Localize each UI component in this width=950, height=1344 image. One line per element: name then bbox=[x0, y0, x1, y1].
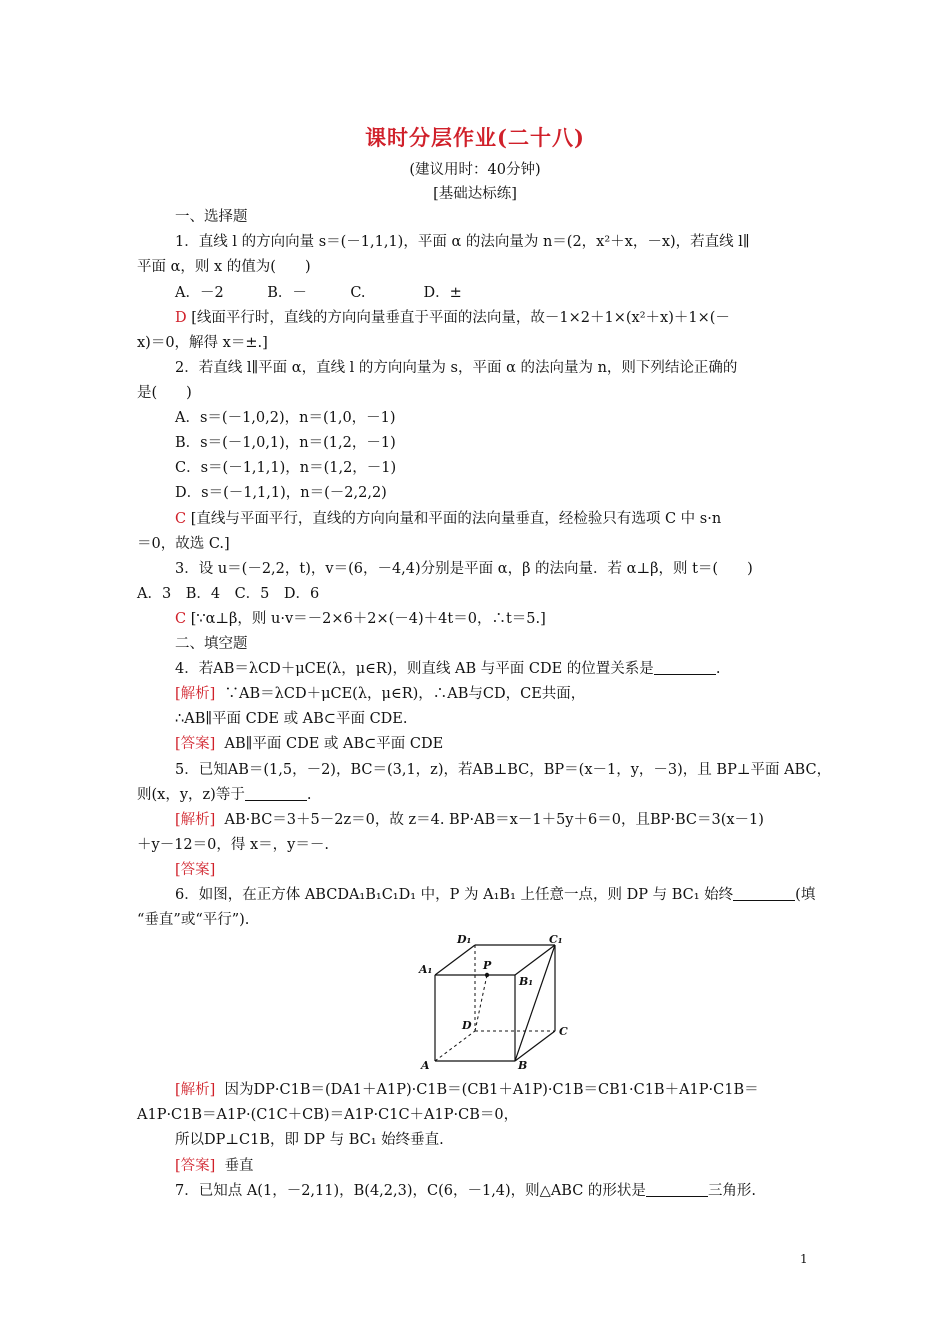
q6-line1: 6．如图，在正方体 ABCDA₁B₁C₁D₁ 中，P 为 A₁B₁ 上任意一点，则 DP 与 BC₁ 始终 (填 bbox=[175, 887, 816, 903]
answer-label: [答案] bbox=[175, 736, 216, 752]
q2-option-b: B．s＝(－1,0,1)，n＝(1,2，－1) bbox=[175, 435, 396, 451]
q3-exp: [∵α⊥β，则 u·v＝－2×6＋2×(－4)＋4t＝0，∴t＝5.] bbox=[190, 611, 546, 627]
edge-BC bbox=[515, 1031, 555, 1061]
q1-line1: 1．直线 l 的方向向量 s＝(－1,1,1)，平面 α 的法向量为 n＝(2，x²＋x，－x)，若直线 l∥ bbox=[175, 234, 750, 250]
q4-analysis: [解析] ∵AB＝λCD＋μCE(λ，μ∈R)，∴AB与CD，CE共面， bbox=[175, 686, 586, 702]
q2-answer-letter: C bbox=[175, 511, 187, 527]
label-B: B bbox=[518, 1059, 528, 1071]
analysis-label: [解析] bbox=[175, 686, 216, 702]
q1-line2: 平面 α，则 x 的值为( ) bbox=[137, 259, 311, 275]
q2-exp2: ＝0，故选 C.] bbox=[137, 536, 230, 552]
label-B1: B₁ bbox=[519, 975, 534, 988]
analysis-label: [解析] bbox=[175, 1082, 216, 1098]
answer-blank[interactable] bbox=[646, 1182, 708, 1197]
edge-A1D1 bbox=[435, 945, 475, 975]
cube-figure bbox=[415, 935, 575, 1071]
edge-AD bbox=[435, 1031, 475, 1061]
answer-blank[interactable] bbox=[245, 786, 307, 801]
q6-analysis: [解析] 因为DP·C1B＝(DA1＋A1P)·C1B＝(CB1＋A1P)·C1B＝CB1·C1B＋A1P·C1B＝ bbox=[175, 1082, 759, 1098]
label-C: C bbox=[559, 1025, 568, 1038]
q4-answer: [答案] AB∥平面 CDE 或 AB⊂平面 CDE bbox=[175, 736, 444, 752]
q2-option-c: C．s＝(－1,1,1)，n＝(1,2，－1) bbox=[175, 460, 397, 476]
q2-line2: 是( ) bbox=[137, 385, 192, 401]
level-heading: [基础达标练] bbox=[433, 186, 517, 202]
answer-label: [答案] bbox=[175, 862, 216, 878]
q3-answer-letter: C bbox=[175, 611, 187, 627]
q3-explanation bbox=[175, 609, 855, 629]
label-D: D bbox=[462, 1019, 472, 1032]
point-P bbox=[485, 973, 489, 977]
q5-analysis: [解析] AB·BC＝3＋5－2z＝0，故 z＝4. BP·AB＝x－1＋5y＋6＝0，且BP·BC＝3(x－1) bbox=[175, 812, 764, 828]
label-D1: D₁ bbox=[457, 935, 472, 946]
q6-analysis2: A1P·C1B＝A1P·(C1C＋CB)＝A1P·C1C＋A1P·CB＝0， bbox=[137, 1107, 519, 1123]
answer-blank[interactable] bbox=[654, 660, 716, 675]
edge-B1C1 bbox=[515, 945, 555, 975]
q1-exp1: [线面平行时，直线的方向向量垂直于平面的法向量，故－1×2＋1×(x²＋x)＋1×(－ bbox=[191, 310, 730, 326]
q1-options: A．－2 B．－ C. D．± bbox=[175, 285, 462, 301]
q5-line2: 则(x，y，z)等于 . bbox=[137, 787, 312, 803]
label-C1: C₁ bbox=[549, 935, 563, 946]
q5-line1: 5．已知AB＝(1,5，－2)，BC＝(3,1，z)，若AB⊥BC，BP＝(x－1，y，－3)，且 BP⊥平面 ABC， bbox=[175, 762, 832, 778]
section-choice: 一、选择题 bbox=[175, 209, 248, 225]
q1-explanation bbox=[175, 308, 855, 328]
answer-label: [答案] bbox=[175, 1158, 216, 1174]
q7-line1: 7．已知点 A(1，－2,11)，B(4,2,3)，C(6，－1,4)，则△ABC 的形状是 三角形. bbox=[175, 1183, 757, 1199]
page-title: 课时分层作业(二十八) bbox=[365, 125, 585, 150]
edge-BC1 bbox=[515, 945, 555, 1061]
label-P: P bbox=[483, 959, 492, 972]
q6-line2: “垂直”或“平行”). bbox=[137, 912, 250, 928]
q5-answer bbox=[175, 860, 855, 880]
q2-exp1: [直线与平面平行，直线的方向向量和平面的法向量垂直，经检验只有选项 C 中 s·n bbox=[190, 511, 722, 527]
q2-explanation bbox=[175, 509, 855, 529]
segment-DP bbox=[475, 975, 487, 1031]
answer-blank[interactable] bbox=[733, 886, 795, 901]
q3-options: A．3 B．4 C．5 D．6 bbox=[137, 586, 320, 602]
q6-answer: [答案] 垂直 bbox=[175, 1158, 254, 1174]
q6-analysis3: 所以DP⊥C1B，即 DP 与 BC₁ 始终垂直. bbox=[175, 1132, 444, 1148]
time-hint: (建议用时：40分钟) bbox=[409, 162, 541, 178]
label-A: A bbox=[421, 1059, 430, 1071]
q1-answer-letter: D bbox=[175, 310, 187, 326]
analysis-label: [解析] bbox=[175, 812, 216, 828]
q3-line1: 3．设 u＝(－2,2，t)，v＝(6，－4,4)分别是平面 α，β 的法向量．若 α⊥β，则 t＝( ) bbox=[175, 561, 753, 577]
q2-option-a: A．s＝(－1,0,2)，n＝(1,0，－1) bbox=[175, 410, 396, 426]
q2-line1: 2．若直线 l∥平面 α，直线 l 的方向向量为 s，平面 α 的法向量为 n，则下列结论正确的 bbox=[175, 360, 738, 376]
page-number: 1 bbox=[800, 1252, 808, 1266]
q1-exp2: x)＝0，解得 x＝±.] bbox=[137, 335, 268, 351]
section-fill: 二、填空题 bbox=[175, 636, 248, 652]
label-A1: A₁ bbox=[419, 963, 433, 976]
q5-analysis2: ＋y－12＝0，得 x＝，y＝－. bbox=[137, 837, 329, 853]
q2-option-d: D．s＝(－1,1,1)，n＝(－2,2,2) bbox=[175, 485, 387, 501]
q4-line1: 4．若AB＝λCD＋μCE(λ，μ∈R)，则直线 AB 与平面 CDE 的位置关系是 . bbox=[175, 661, 721, 677]
q4-analysis2: ∴AB∥平面 CDE 或 AB⊂平面 CDE. bbox=[175, 711, 408, 727]
